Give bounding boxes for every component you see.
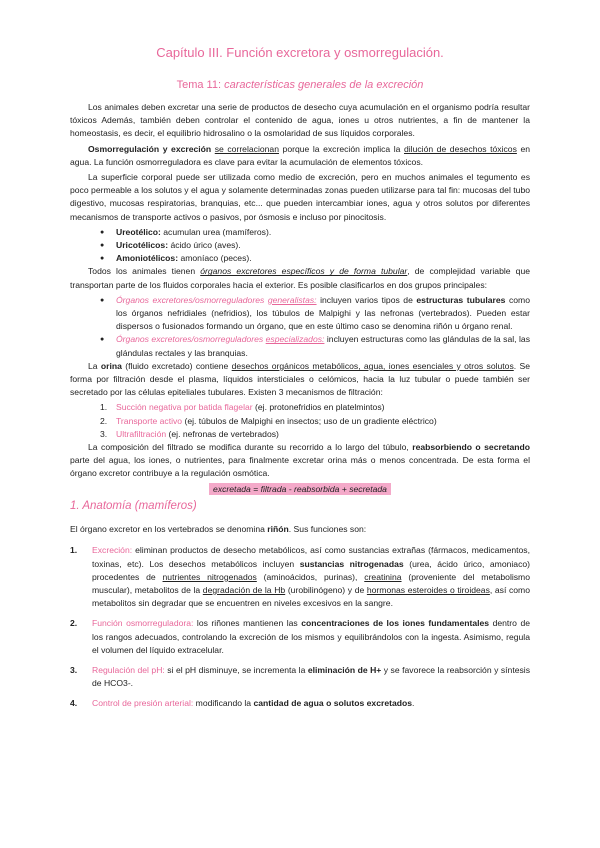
text-span: amoníaco (peces).: [178, 253, 252, 264]
pink-underlined-term: especializados:: [265, 334, 325, 345]
text-span: (proveniente del metabolismo muscular), metabolitos de la: [92, 571, 530, 595]
pink-term: Excreción:: [92, 545, 133, 556]
text-span: eliminan productos de desecho metabólicos, así como sustancias extrañas (fármacos, medicamentos, toxinas, etc). Los desechos metabólicos incluyen: [92, 545, 530, 569]
pink-term: Ultrafiltración: [116, 428, 167, 439]
paragraph-organs: [70, 265, 530, 291]
text-span: modificando la: [193, 698, 254, 709]
bold-term: reabsorbiendo o secretando: [412, 442, 530, 453]
text-span: (ej. protonefridios en platelmintos): [252, 402, 385, 413]
paragraph-intro: Los animales deben excretar una serie de productos de desecho cuya acumulación en el organismo podría resultar tóxicos Además, también deben controlar el contenido de agua, iones u otros nutrientes, a fin de mantener la homeostasis, es decir, el equilibrio hidrosalino o la osmolaridad de sus líquidos corporales.: [70, 102, 530, 139]
list-number: 3.: [100, 428, 108, 439]
text-span: . Sus funciones son:: [288, 524, 367, 535]
document-body: [70, 101, 530, 718]
underlined-term: desechos orgánicos metabólicos, agua, iones esenciales y otros solutos: [231, 360, 514, 371]
paragraph-body-surface: La superficie corporal puede ser utilizada como medio de excreción, pero en muchos animales el tegumento es poco permeable a los solutos y el agua y solamente determinadas zonas pueden utilizarse para tal fin: mucosas del tubo digestivo, mucosas respiratorias, branquias, etc... que pueden intercambiar iones, agua y otros solutos por diferentes mecanismos de transporte activos o pasivos, por ósmosis e incluso por pinocitosis.: [70, 172, 530, 222]
bold-term: estructuras tubulares: [416, 294, 506, 305]
paragraph-osmoregulation: [70, 143, 530, 169]
bold-term: riñón: [267, 524, 289, 535]
list-item: [70, 415, 530, 428]
text-span: (ej. túbulos de Malpighi en insectos; uso de un gradiente eléctrico): [182, 415, 437, 426]
text-span: El órgano excretor en los vertebrados se denomina: [70, 524, 268, 535]
list-item: [70, 401, 530, 414]
text-span: ácido úrico (aves).: [168, 240, 241, 251]
text-span: los riñones mantienen las: [193, 618, 302, 629]
bold-term: sustancias nitrogenadas: [299, 558, 404, 569]
text-span: parte del agua, los iones, o nutrientes, para finalmente excretar orina más o menos concentrada. De esta forma el órgano excretor contribuye a la regulación osmótica.: [70, 455, 530, 479]
bold-term: Uricotélicos:: [116, 240, 169, 251]
pink-term: Regulación del pH:: [92, 664, 165, 675]
bold-term: eliminación de H+: [307, 664, 382, 675]
pink-term: Transporte activo: [116, 415, 183, 426]
topic-title: características generales de la excreción: [224, 79, 424, 91]
list-number: 2.: [100, 415, 108, 426]
list-item: [70, 239, 530, 252]
bold-term: Osmorregulación y excreción: [88, 143, 212, 154]
organs-list: [70, 294, 530, 360]
kidney-functions-list: [70, 544, 530, 710]
list-item: [70, 226, 530, 239]
list-item: [70, 252, 530, 265]
list-number: 2.: [70, 618, 78, 629]
list-item: [70, 428, 530, 441]
list-number: 4.: [70, 698, 78, 709]
paragraph-filtrate: [70, 441, 530, 481]
text-span: , así como metabolitos sin degradar que se encuentren en niveles excesivos en la sangre.: [92, 584, 530, 609]
list-item: [70, 664, 530, 690]
list-item: [70, 333, 530, 359]
excretion-types-list: [70, 226, 530, 266]
text-span: dentro de los rangos adecuados, controlando la excreción de los mismos y equilibrándolos con la ingesta. Asimismo, regula el volumen del líquido extracelular.: [92, 618, 531, 655]
list-number: 3.: [70, 664, 78, 675]
underlined-term: órganos excretores específicos y de forma tubular: [200, 266, 408, 277]
list-item: [70, 697, 530, 710]
text-span: incluyen varios tipos de: [316, 294, 417, 305]
list-number: 1.: [100, 402, 108, 413]
section-heading-anatomy: 1. Anatomía (mamíferos): [70, 499, 197, 512]
underlined-term: hormonas esteroides o tiroideas: [366, 584, 490, 595]
text-span: como los órganos nefridiales (nefridios), los túbulos de Malpighi y las nefronas (vertebrados). Pueden estar dispersos o fusionados formando un órgano, que en este último caso se denomina riñón u órgano renal.: [116, 294, 530, 332]
pink-term: Control de presión arterial:: [92, 698, 194, 709]
topic-prefix: Tema 11:: [176, 79, 225, 91]
text-span: Todos los animales tienen: [88, 266, 201, 277]
paragraph-urine: [70, 360, 530, 400]
pink-term: Succión negativa por batida flagelar: [116, 402, 253, 413]
pink-term: Función osmorreguladora:: [92, 618, 194, 629]
list-item: [70, 294, 530, 334]
underlined-term: creatinina: [364, 571, 402, 582]
text-span: (aminoácidos, purinas),: [256, 571, 365, 582]
list-item: [70, 617, 530, 657]
list-number: 1.: [70, 545, 78, 556]
text-span: porque la excreción implica la: [278, 143, 404, 154]
text-span: (urobilinógeno) y de: [285, 584, 367, 595]
pink-term: Órganos excretores/osmorreguladores: [116, 334, 266, 345]
text-span: , de complejidad variable que transportan parte de los fluidos corporales hacia el exterior. Es posible clasificarlos en dos grupos principales:: [70, 266, 531, 290]
pink-underlined-term: generalistas:: [267, 294, 317, 305]
text-span: . Se forma por filtración desde el plasma, líquidos intersticiales o celómicos, hacia la luz tubular o puede también ser secretado por las células epiteliales tubulares. Existen 3 mecanismos de filtración:: [70, 360, 530, 398]
text-span: si el pH disminuye, se incrementa la: [164, 664, 308, 675]
text-span: .: [412, 698, 415, 709]
underlined-term: se correlacionan: [214, 143, 279, 154]
text-span: y se favorece la reabsorción y síntesis de HCO3-.: [92, 664, 530, 689]
pink-term: Órganos excretores/osmorreguladores: [116, 294, 268, 305]
underlined-term: nutrientes nitrogenados: [162, 571, 257, 582]
topic-heading: [0, 79, 600, 91]
list-item: [70, 544, 530, 610]
bold-term: orina: [100, 360, 122, 371]
text-span: La: [88, 360, 101, 371]
bold-term: cantidad de agua o solutos excretados: [253, 698, 413, 709]
text-span: (fluido excretado) contiene: [121, 360, 232, 371]
text-span: (urea, ácido úrico, amoniaco) procedentes de: [92, 558, 531, 582]
underlined-term: dilución de desechos tóxicos: [403, 143, 517, 154]
bold-term: Amoniotélicos:: [116, 253, 179, 264]
text-span: acumulan urea (mamíferos).: [160, 226, 272, 237]
paragraph-kidney: [70, 523, 530, 536]
excretion-formula: excretada = filtrada - reabsorbida + secretada: [209, 483, 391, 495]
text-span: en agua. La función osmorreguladora es clave para evitar la acumulación de elementos tóxicos.: [70, 143, 531, 167]
bold-term: Ureotélico:: [116, 226, 161, 237]
formula-line: [70, 483, 530, 496]
text-span: La composición del filtrado se modifica durante su recorrido a lo largo del túbulo,: [88, 442, 413, 453]
chapter-title: Capítulo III. Función excretora y osmorregulación.: [156, 45, 444, 60]
text-span: incluyen estructuras como las glándulas de la sal, las glándulas rectales y las branquias.: [116, 334, 530, 358]
bold-term: concentraciones de los iones fundamentales: [301, 618, 490, 629]
underlined-term: degradación de la Hb: [202, 584, 286, 595]
filtration-mechanisms-list: [70, 401, 530, 441]
text-span: (ej. nefronas de vertebrados): [166, 428, 279, 439]
